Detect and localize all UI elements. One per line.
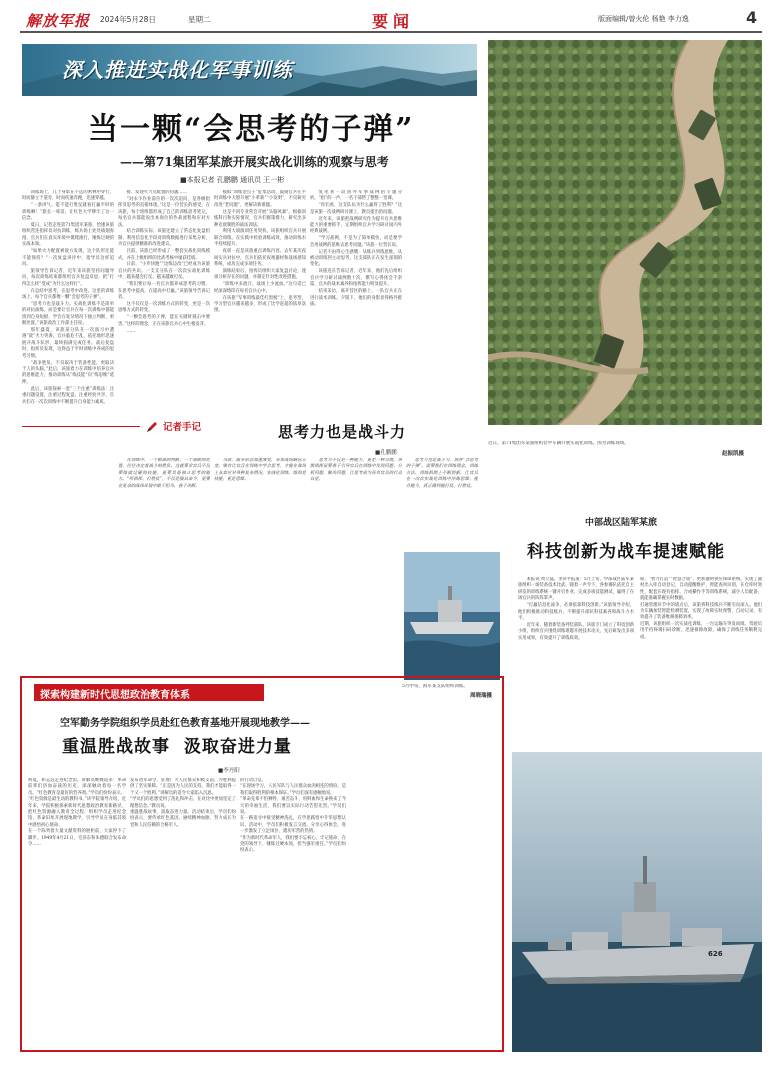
paragraph: “训练中多流汗，战场上少流血。”这句话已经深深烙印在每名官兵心中。 <box>214 282 306 294</box>
commentary-col-3: 思考力不仅是一种能力，更是一种习惯。各级指挥员要善于引导官兵在训练中发现问题、分析问题、解决问题，让思考成为每名官兵的行动自觉。 <box>310 458 402 483</box>
newspaper-logo: 解放军报 <box>26 12 91 30</box>
paragraph: “你们看，这支队伍为什么赢得了胜利？”这是该旅一次战例研讨课上，教员提出的问题。 <box>310 203 402 215</box>
education-byline: ■李丹阳 <box>218 768 240 774</box>
education-col-1: 初夏，和志远走进纪念馆，讲解员娓娓道来：革命前辈们浴血奋战的历史，深深触动着每一名学员。“红色教育是最好的营养剂。”学员们纷纷表示。 “红色资源是最生动的教科书。”该学院领导介绍，近年来，学院积极探索新时代思想政治教育新路径，把红色资源融入教育全过程，组织学员走进纪念馆、革命旧址开展现地教学，引导学员在身临其境中感悟初心使命。 在一个陈列着大量文献资料的展柜前，大家停下了脚步。1949年4月21日，毛泽东和朱德联合发布命令…… <box>28 778 126 848</box>
ship-illustration <box>404 552 500 680</box>
top-banner <box>22 44 477 96</box>
banner-title: 深入推进实战化军事训练 <box>62 58 293 82</box>
page-editors: 版面编辑/曾火伦 杨艳 李力逸 <box>598 15 689 23</box>
paragraph: 在该旅“军事训练最佳红黑榜”上，思考型、学习型官兵越来越多，形成了比学赶超的浓厚氛围。 <box>214 295 306 314</box>
paragraph: 排、发现火力点配置的问题…… <box>126 190 187 195</box>
paragraph: “对永不作业前位的一次次追问，是各级指挥员思考的直接体现。”这是一位营长的感受。在该旅，每个班组都形成了自己的训练思考笔记，每名官兵都能说出本岗位的作战流程和应对方法。 <box>118 196 210 228</box>
paragraph: 日前，“小步快跑”“边练边改”已经成为该旅官兵的共识。一支支分队在一次次实战化训练中，越来越会打仗、越来越敢打仗。 <box>118 262 210 281</box>
pen-icon <box>145 420 159 434</box>
paragraph: 记者不由得心生感慨：从练兵到练思维，从被动训练到主动思考，这支部队正在发生深刻的变化。 <box>310 249 402 268</box>
paragraph: “战争胜负，不仅取决于装备性能，更取决于人的头脑。”此后，该旅着力在训练中培养官兵的思维能力，推动训练从“练技能”向“练思维”延伸。 <box>22 360 114 385</box>
paragraph: 近年来，随着新装备列装部队，该旅专门成立了科技创新小组，组织官兵围绕训练难题开展技术攻关，先后研发出多项实用成果，有效提升了训练质效。 <box>518 622 634 641</box>
education-banner-label: 探索构建新时代思想政治教育体系 <box>40 690 190 701</box>
paragraph: 利用大项演训任务契机，该旅组织官兵开展联合训练，在实践中检验训练成效，推动训练水平持续提升。 <box>214 229 306 248</box>
paragraph: “学习战例，不是为了简单模仿，而是要学会用战例的思维去思考问题。”该旅一位营长说。 <box>310 236 402 248</box>
main-article-col-2 <box>118 190 210 410</box>
education-kicker: 空军勤务学院组织学员赴红色教育基地开展现地教学—— <box>60 718 310 729</box>
paragraph: 夜训一直是该旅重点训练内容。去年某次夜间实兵对抗中，官兵们依托夜视器材和战场感知系统，成功完成多项任务。 <box>214 249 306 267</box>
side-article-kicker: 中部战区陆军某旅 <box>585 518 658 528</box>
commentary-title: 思考力也是战斗力 <box>278 423 407 441</box>
warship-photo <box>512 752 762 1052</box>
vehicle-photo-credit: 赵振凯摄 <box>722 451 745 457</box>
paragraph: 近年来，该旅把战例研究作为提升官兵思维能力的重要抓手，定期组织官兵学习研讨国内外经典战例。 <box>310 216 402 235</box>
paragraph: 在总结中思考，在思考中改进。这里的训练场上，每个官兵都像一颗“会思考的子弹”。 <box>22 288 114 300</box>
education-col-4 <box>350 778 498 1046</box>
commentary-tag-rule <box>22 426 140 427</box>
education-banner <box>34 684 264 701</box>
page-number: 4 <box>746 8 758 27</box>
main-subtitle: ——第71集团军某旅开展实战化训练的观察与思考 <box>120 155 389 169</box>
paragraph: “思考力也是战斗力。实战化训练不是简单的对抗演练，而是要让官兵在每一次训练中都能找到自身短板，学会在复杂情况下独立判断、果断处置。”该旅政治工作部主任说。 <box>22 301 114 327</box>
small-ship-caption: 5月中旬，海军某支队组织训练。 <box>402 684 468 689</box>
education-section <box>20 676 504 1052</box>
vehicle-photo-caption: 近日，第71集团军某旅组织装甲车辆开展实战化训练。图为训练现场。 <box>488 441 629 446</box>
paragraph: “一条讲气。能不能打胜仗就看打赢平时的训练啊！”旅长一席话，让红色大学铆牢了这一信念。 <box>22 203 114 222</box>
education-col-2: 发布进军命令，驻地广大人民群众积极支前，为胜利提供了坚实保障。“正是因为人民的支持，我们才能取得一个又一个胜利。”讲解员的话令大家陷入沉思。 “学员们的思想受到了洗礼和冲击，在对比中更加坚定了理想信念。”教员说。 重温胜战故事，汲取奋进力量。活动结束后，学员们纷纷表示，要传承红色基因，赓续精神血脉，努力成长为党和人民信赖的合格军人。 <box>130 778 236 828</box>
main-article-col-3 <box>214 190 306 410</box>
paragraph: “我们要让每一名官兵都养成思考的习惯，在思考中提高，在提高中打赢。”该旅领导告诉记者。 <box>118 282 210 300</box>
commentary-tag-label: 记者手记 <box>163 422 202 433</box>
main-article-col-1 <box>22 190 114 595</box>
paragraph: 本报讯 黄立磊、李泽平报道：5月上旬，中部战区陆军某旅组织一场装备技术比武，随着一声令下，各参赛队依托自主研发的训练系统一键开启作业，完成多项技能测试，赢得了在场官兵的阵阵掌声。 <box>518 577 634 602</box>
main-headline: 当一颗“会思考的子弹” <box>88 112 415 147</box>
paragraph: 模拟”训练金点子“征集活动，鼓励官兵在平时训练中大胆开展“小革新”“小发明”，不仅研究改进“老问题”，更解决新难题。 <box>214 190 306 208</box>
paragraph: 结束采访，离开营区的路上，一队官兵正在进行战术训练。夕阳下，他们的身影显得格外挺拔。 <box>310 289 402 307</box>
warship-illustration <box>512 752 762 1052</box>
commentary-col-1: 在训练中，一个精准的判断、一个果断的处置，往往决定着战斗的胜负。这就要求官兵不仅要练就过硬的技能，更要具备独立思考的能力。“听指挥、打胜仗”，不仅是服从命令，更要在复杂的战场环境中敢于担当、善于决断。 <box>118 458 210 489</box>
paragraph: 训练场上，几个身影在不远的密林中穿行，时而静立于道旁，时而疾速奔跑，迅速穿越。 <box>22 190 114 202</box>
main-byline: ■本报记者 孔鹏鹏 通讯员 王一彬 <box>180 176 285 184</box>
small-ship-credit: 周晓瑞摄 <box>470 693 493 699</box>
paragraph: “一颗会思考的子弹，能在关键时刻击中要害。”这样的理念，正在该旅官兵心中生根发芽。 <box>118 315 210 327</box>
paragraph: 目前，该旅已经形成了一整套实战化训练模式，并在上级组织的比武考核中屡获佳绩。 <box>118 249 210 261</box>
commentary-byline: ■孔鹏鹏 <box>375 450 397 456</box>
side-article-col-1 <box>518 577 634 747</box>
side-article-col-2: 如，“智力打造”“智慧合成”，更新器材供应保障系统，实现了器材出入库自动登记、自动提醒维护，智能查询识别，在仓库时效性，配套在现有指挥、合成操作手等训练系统，减少人员配备，就能准确掌握实时数据。 打通管理环节中的堵点后，该旅将科技练兵不断引向深入。他们为车辆加装智能检测装置，实现了故障实时预警、自动记录，有效提升了装备维修保障效率。 近期，该旅组织一次实战化训练，一台运输车突发故障。驾驶员用手持终端扫码诊断，迅速排除故障，确保了训练任务顺利完成。 <box>640 577 762 640</box>
paragraph: 那年盛夏，该旅某分队在一次演习中遭遇“敌”火力突袭，官兵临危不乱，依托地形迅速展开战斗队形，最终圆满完成任务。战后复盘时，指挥员发现，这得益于平时训练中养成的思考习惯。 <box>22 328 114 359</box>
main-article-col-4 <box>310 190 402 410</box>
vehicle-road-illustration <box>488 40 762 425</box>
commentary-tag <box>145 418 235 434</box>
paragraph: 结合训练实际，该旅还建立了常态化复盘机制，利用信息化手段对训练数据进行采集分析，为官兵提供精准的改进建议。 <box>118 229 210 248</box>
paragraph: 旅领导告诉记者，近年来该旅坚持问题导向，每次训练结束都组织官兵复盘反思，把“打得怎么样”变成“为什么这样打”。 <box>22 268 114 287</box>
warship-hull-number: 626 <box>708 950 723 958</box>
issue-date: 2024年5月28日 <box>100 15 156 24</box>
paragraph: 这不仅仅是一次训练方式的转变，更是一次思维方式的转变。 <box>118 301 210 314</box>
side-article-title: 科技创新为战车提速赋能 <box>527 542 725 562</box>
small-ship-photo <box>404 552 500 680</box>
paragraph: “打赢信息化战争，必须依靠科技创新。”该旅领导介绍，他们积极推动科技练兵，不断提升部队科技素养和战斗力水平。 <box>518 603 634 621</box>
armored-vehicles-photo <box>488 40 762 425</box>
education-title: 重温胜战故事 汲取奋进力量 <box>62 737 292 757</box>
issue-weekday: 星期二 <box>188 15 211 24</box>
paragraph: 夏日，记者走进第71集团军某旅，恰逢该旅组织营连指挥员对抗训练，练兵场上处处硝烟弥漫，官兵们在真实环境中摸爬滚打，锤炼过硬的实战本领。 <box>22 223 114 248</box>
masthead-rule <box>20 31 762 33</box>
paragraph: “如果火力配置被敌方发现，这个队形还能不能保持？”一次复盘讲评中，指导员这样追问。 <box>22 249 114 267</box>
paragraph: 这是不同专业常会开展“头脑风暴”。根据训练科目和实际情况，官兵们群策群力，研究出多种克敌制胜的战法训法。 <box>214 209 306 228</box>
paragraph: …… <box>126 328 136 334</box>
paragraph: 该旅连长告诉记者，近年来，他们先后组织官兵学习研讨战例数十次，撰写心得体会千余篇，官兵的战术素养和指挥能力明显提升。 <box>310 269 402 288</box>
commentary-col-2: 当前，战争形态加速演变，未来战场瞬息万变。唯有让官兵在训练中学会思考，才能在战场上从容应对各种复杂情况。实战化训练，练的是技能，更是思维。 <box>214 458 306 483</box>
paragraph: 复笔著一段国外军事战例的专题分析，“指”的一声，一名干部愣了整整一堂课。 <box>310 190 402 202</box>
education-col-3: 的行动自觉。 “在现场学习，人民军队与人民群众血肉相连的情谊，是我们取得胜利的根本保证。”学员们深有感触地说。 “革命先辈不怕牺牲、艰苦奋斗，用鲜血和生命换来了今天的幸福生活，我们要以实际行动告慰先烈。”学员们说。 在一路追寻中接受精神洗礼，在学思践悟中升华思想认识。活动中，学员们积极发言交流，分享心得体会，进一步激发了立足岗位、建功军营的热情。 “作为新时代革命军人，我们要不忘初心、牢记使命，在党的领导下，锤炼过硬本领，担当强军重任。”学员们纷纷表示。 <box>240 778 346 854</box>
paragraph: 此后，该旅探索一套“三个注重”训练法：注重问题设置，注重过程复盘，注重经验共享，官兵们在一次次训练中不断提升自身能力素质。 <box>22 386 114 405</box>
section-title: 要闻 <box>372 12 415 31</box>
paragraph: 演练结束后，指挥员组织大家复盘讨论，逐项分析存在的问题，并制定针对性改进措施。 <box>214 268 306 281</box>
commentary-col-4: 思考力也是战斗力。培养“会思考的子弹”，需要我们在训练理念、训练方法、训练机制上不断创新，让官兵在一次次实战化训练中淬炼思维、提升能力，真正做到能打仗、打胜仗。 <box>406 458 478 489</box>
